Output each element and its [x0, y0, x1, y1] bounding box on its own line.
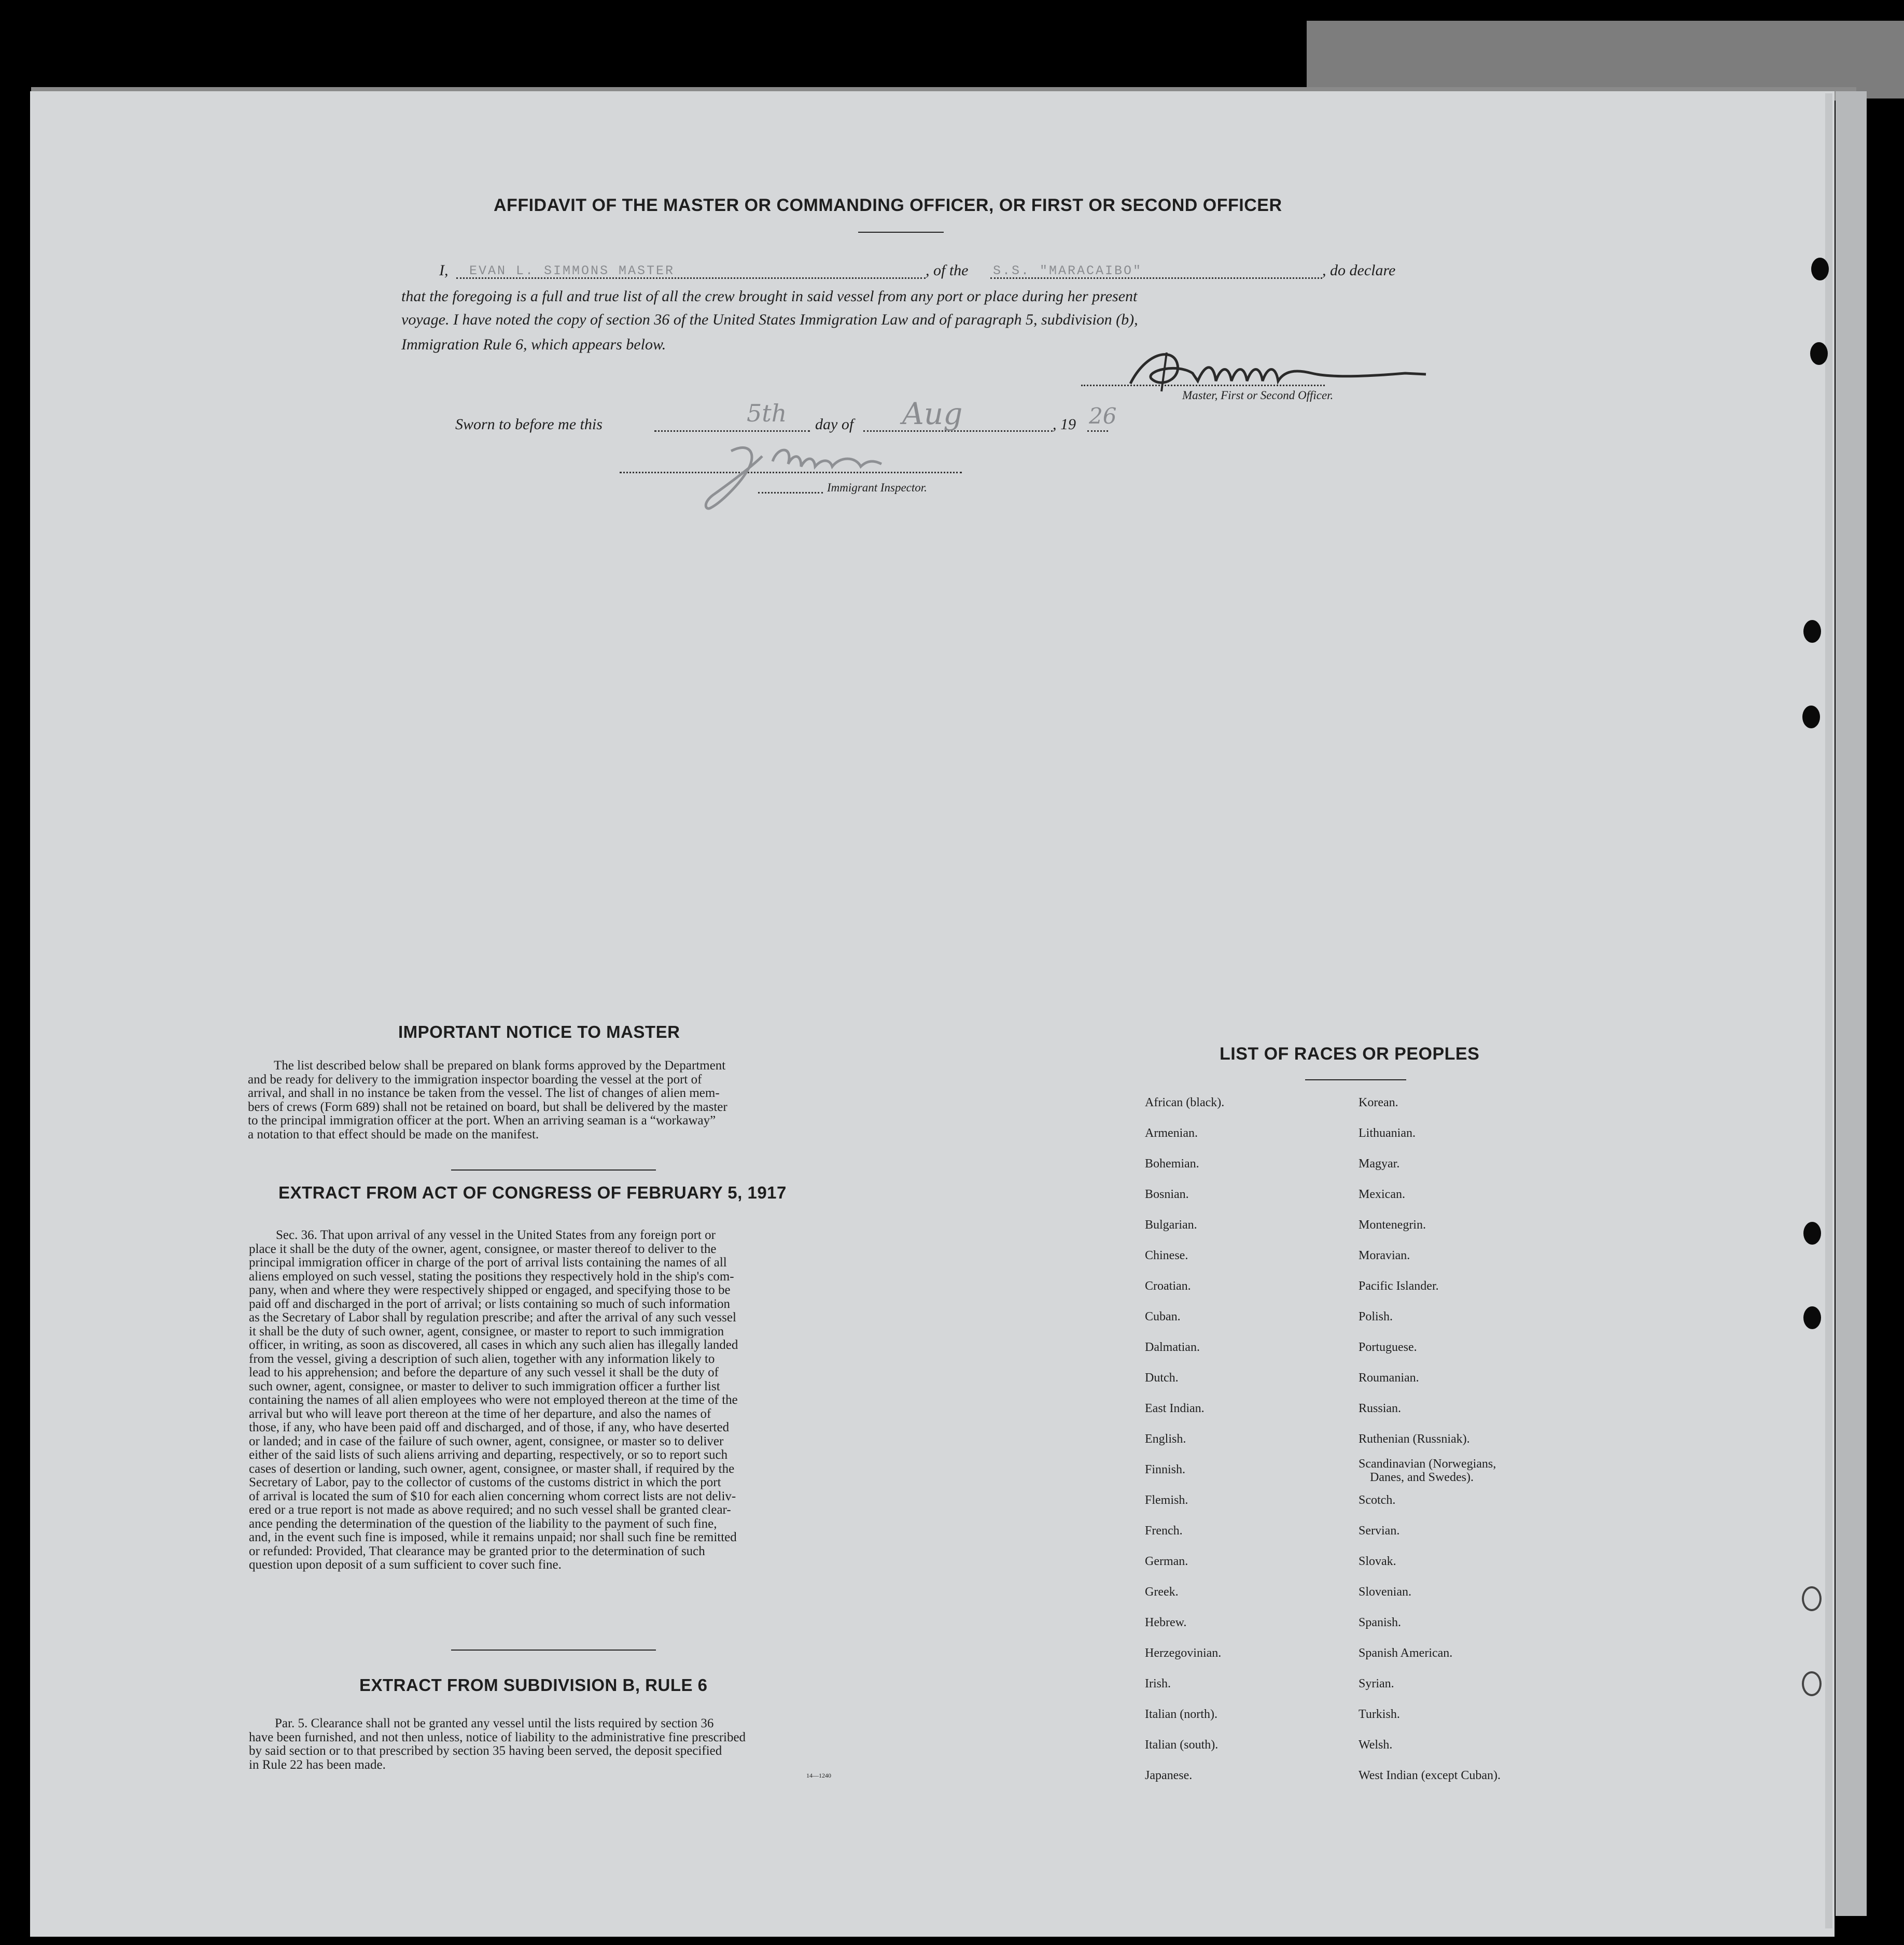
- act-line: place it shall be the duty of the owner, agent, consignee, or master thereof to deliver to the: [249, 1242, 717, 1256]
- act-line: ered or a true report is not made as above required; and no such vessel shall be granted clear-: [249, 1503, 731, 1517]
- act-line: question upon deposit of a sum sufficient to cover such fine.: [249, 1558, 562, 1572]
- extract-rule-title: EXTRACT FROM SUBDIVISION B, RULE 6: [359, 1675, 708, 1695]
- act-line: of arrival is located the sum of $10 for each alien concerning whom correct lists are not deliv-: [249, 1489, 736, 1503]
- race-item: Welsh.: [1359, 1738, 1393, 1752]
- rule-line: by said section or to that prescribed by section 35 having been served, the deposit specified: [249, 1744, 722, 1758]
- act-line: it shall be the duty of such owner, agent, consignee, or master to report to such immigration: [249, 1324, 724, 1338]
- binder-hole: [1802, 1671, 1822, 1696]
- year-prefix: , 19: [1053, 416, 1076, 433]
- binder-hole: [1811, 258, 1829, 280]
- act-line: Secretary of Labor, pay to the collector of customs of the customs district in which the port: [249, 1475, 721, 1489]
- binder-hole: [1802, 1586, 1822, 1611]
- race-item: Lithuanian.: [1359, 1126, 1416, 1140]
- page-edge-right: [1825, 93, 1832, 1928]
- master-name-value: EVAN L. SIMMONS MASTER: [469, 263, 675, 278]
- race-item: Spanish American.: [1359, 1646, 1453, 1660]
- do-declare-label: , do declare: [1322, 262, 1396, 279]
- act-line: and, in the event such fine is imposed, while it remains unpaid; nor shall such fine be remitted: [249, 1530, 737, 1544]
- race-item: Chinese.: [1145, 1249, 1188, 1262]
- affidavit-i-label: I,: [439, 262, 449, 279]
- extract-act-title: EXTRACT FROM ACT OF CONGRESS OF FEBRUARY 5, 1917: [278, 1183, 787, 1202]
- sworn-label: Sworn to before me this: [455, 416, 603, 433]
- year-value: 26: [1089, 403, 1117, 429]
- race-item: Korean.: [1359, 1096, 1398, 1109]
- affidavit-text-line: Immigration Rule 6, which appears below.: [401, 336, 666, 353]
- vessel-name-value: S.S. "MARACAIBO": [993, 263, 1143, 278]
- race-item: Syrian.: [1359, 1677, 1394, 1690]
- race-item-continued: Danes, and Swedes).: [1370, 1471, 1474, 1484]
- act-line: paid off and discharged in the port of arrival; or lists containing so much of such information: [249, 1296, 731, 1311]
- act-line: arrival but who will leave port thereon at the time of her departure, and also the names of: [249, 1406, 711, 1421]
- race-item: Dalmatian.: [1145, 1341, 1200, 1354]
- act-line: containing the names of all alien employees who were not employed thereon at the time of the: [249, 1393, 738, 1407]
- race-item: Magyar.: [1359, 1157, 1400, 1171]
- race-item: Roumanian.: [1359, 1371, 1419, 1385]
- race-item: Greek.: [1145, 1585, 1179, 1599]
- act-line: those, if any, who have been paid off and discharged, and of those, if any, who have deserted: [249, 1420, 730, 1434]
- notice-line: arrival, and shall in no instance be taken from the vessel. The list of changes of alien mem-: [248, 1086, 720, 1100]
- race-item: Bulgarian.: [1145, 1218, 1197, 1232]
- race-item: African (black).: [1145, 1096, 1225, 1109]
- page-edge-shadow: [1836, 91, 1867, 1916]
- race-item: Dutch.: [1145, 1371, 1179, 1385]
- race-item: West Indian (except Cuban).: [1359, 1769, 1501, 1782]
- race-item: Croatian.: [1145, 1279, 1191, 1293]
- inspector-signature: [690, 435, 980, 513]
- notice-line: bers of crews (Form 689) shall not be retained on board, but shall be delivered by the master: [248, 1100, 727, 1114]
- race-item: Mexican.: [1359, 1188, 1405, 1201]
- race-item: Armenian.: [1145, 1126, 1198, 1140]
- section-rule: [451, 1169, 656, 1171]
- act-line: aliens employed on such vessel, stating the positions they respectively hold in the ship's com-: [249, 1269, 734, 1284]
- race-item: Cuban.: [1145, 1310, 1181, 1323]
- title-rule: [858, 232, 944, 233]
- race-item: Finnish.: [1145, 1463, 1186, 1476]
- notice-line: to the principal immigration officer at the port. When an arriving seaman is a “workaway”: [248, 1114, 716, 1127]
- act-line: pany, when and where they were respectively shipped or engaged, and specifying those to be: [249, 1283, 731, 1297]
- binder-hole: [1803, 1222, 1821, 1245]
- race-item: Spanish.: [1359, 1616, 1402, 1629]
- affidavit-title: AFFIDAVIT OF THE MASTER OR COMMANDING OFFICER, OR FIRST OR SECOND OFFICER: [494, 195, 1282, 215]
- act-line: principal immigration officer in charge of the port of arrival lists containing the names of all: [249, 1256, 727, 1270]
- notice-line: and be ready for delivery to the immigration inspector boarding the vessel at the port of: [248, 1072, 702, 1087]
- race-item: Turkish.: [1359, 1708, 1400, 1721]
- act-line: or landed; and in case of the failure of such owner, agent, consignee, or master so to deliver: [249, 1434, 724, 1448]
- race-item: Japanese.: [1145, 1769, 1193, 1782]
- act-line: either of the said lists of such aliens arriving and departing, respectively, or so to report such: [249, 1448, 728, 1462]
- race-item: East Indian.: [1145, 1402, 1205, 1415]
- race-item: Pacific Islander.: [1359, 1279, 1439, 1293]
- race-item: Montenegrin.: [1359, 1218, 1426, 1232]
- race-item: French.: [1145, 1524, 1183, 1538]
- rule-line: Par. 5. Clearance shall not be granted any vessel until the lists required by section 36: [275, 1716, 714, 1730]
- inspector-caption: Immigrant Inspector.: [827, 481, 927, 494]
- act-line: as the Secretary of Labor shall by regulation prescribe; and after the arrival of any such vessel: [249, 1310, 736, 1324]
- act-line: ance pending the determination of the question of the liability to the payment of such fine,: [249, 1516, 717, 1531]
- binder-hole: [1803, 620, 1821, 643]
- act-line: from the vessel, giving a description of such alien, together with any information likely to: [249, 1351, 715, 1366]
- race-item: German.: [1145, 1555, 1188, 1568]
- race-item: Moravian.: [1359, 1249, 1410, 1262]
- form-number: 14—1240: [806, 1772, 831, 1779]
- affidavit-text-line: voyage. I have noted the copy of section 36 of the United States Immigration Law and of paragraph 5, subdivision (b),: [401, 311, 1138, 328]
- race-item: Bohemian.: [1145, 1157, 1199, 1171]
- extract-act-paragraph: [249, 1229, 860, 1572]
- act-line: or refunded: Provided, That clearance may be granted prior to the determination of such: [249, 1544, 705, 1558]
- inspector-name-line: [758, 485, 823, 494]
- notice-line: The list described below shall be prepared on blank forms approved by the Department: [274, 1059, 726, 1073]
- race-item: Russian.: [1359, 1402, 1402, 1415]
- affidavit-text-line: that the foregoing is a full and true list of all the crew brought in said vessel from any port or place during her present: [401, 288, 1138, 305]
- notice-title: IMPORTANT NOTICE TO MASTER: [398, 1022, 680, 1041]
- document-sheet: [30, 91, 1835, 1937]
- race-item: Irish.: [1145, 1677, 1171, 1690]
- binder-hole: [1802, 706, 1820, 728]
- extract-rule-paragraph: [249, 1717, 860, 1772]
- notice-line: a notation to that effect should be made on the manifest.: [248, 1127, 539, 1141]
- race-item: Italian (south).: [1145, 1738, 1219, 1752]
- race-item: Slovak.: [1359, 1555, 1396, 1568]
- binder-hole: [1810, 342, 1828, 365]
- act-line: lead to his apprehension; and before the departure of any such vessel it shall be the duty of: [249, 1365, 719, 1379]
- race-item: Herzegovinian.: [1145, 1646, 1222, 1660]
- races-title: LIST OF RACES OR PEOPLES: [1220, 1044, 1480, 1064]
- rule-line: have been furnished, and not then unless, notice of liability to the administrative fine prescribed: [249, 1730, 746, 1744]
- section-rule: [451, 1650, 656, 1651]
- races-title-rule: [1305, 1079, 1406, 1080]
- race-item: Flemish.: [1145, 1493, 1188, 1507]
- act-line: cases of desertion or landing, such owner, agent, consignee, or master shall, if required by the: [249, 1461, 735, 1476]
- race-item: Portuguese.: [1359, 1341, 1417, 1354]
- race-item: Hebrew.: [1145, 1616, 1187, 1629]
- sworn-day-value: 5th: [747, 399, 787, 427]
- act-line: such owner, agent, consignee, or master to deliver to such immigration officer a further list: [249, 1379, 720, 1393]
- sworn-month-value: Aug: [902, 396, 963, 431]
- race-item: Servian.: [1359, 1524, 1400, 1538]
- act-line: officer, in writing, as soon as discovered, all cases in which any such alien has illegally landed: [249, 1338, 738, 1352]
- of-the-label: , of the: [926, 262, 969, 279]
- race-item: Ruthenian (Russniak).: [1359, 1432, 1470, 1446]
- race-item: Polish.: [1359, 1310, 1393, 1323]
- rule-line: in Rule 22 has been made.: [249, 1757, 386, 1772]
- act-line: Sec. 36. That upon arrival of any vessel in the United States from any foreign port or: [276, 1228, 716, 1242]
- race-item: Slovenian.: [1359, 1585, 1411, 1599]
- officer-caption: Master, First or Second Officer.: [1182, 389, 1334, 402]
- day-of-label: day of: [815, 416, 854, 433]
- race-item: Scotch.: [1359, 1493, 1396, 1507]
- binder-hole: [1803, 1306, 1821, 1329]
- notice-paragraph: [248, 1059, 860, 1141]
- race-item: Bosnian.: [1145, 1188, 1189, 1201]
- race-item: Scandinavian (Norwegians,: [1359, 1457, 1496, 1471]
- race-item: Italian (north).: [1145, 1708, 1217, 1721]
- race-item: English.: [1145, 1432, 1186, 1446]
